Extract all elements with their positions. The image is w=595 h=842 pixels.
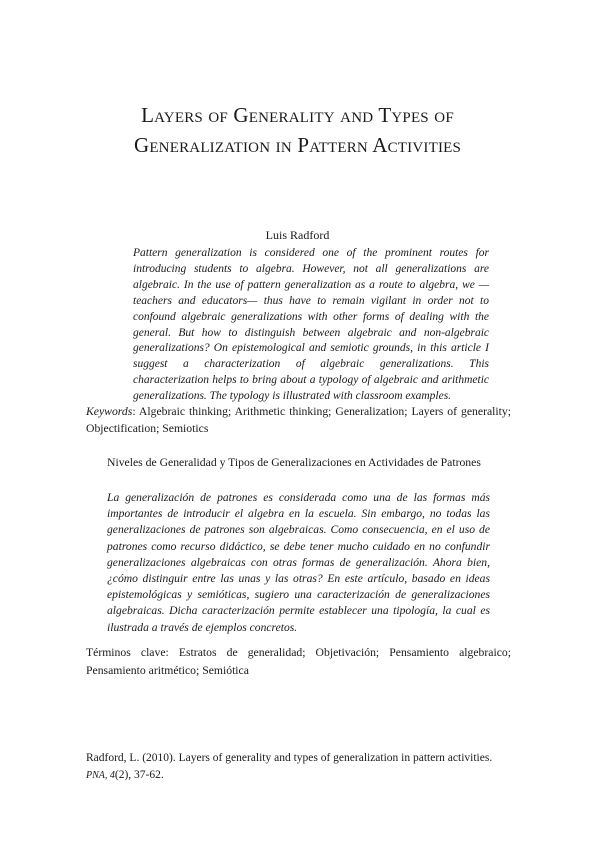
keywords-label: Keywords [86, 405, 133, 418]
paper-title [60, 100, 535, 160]
keywords-english [86, 404, 511, 437]
title-line-2: Generalization in Pattern Activities [133, 133, 462, 157]
author-name: Luis Radford [265, 228, 330, 242]
citation [86, 750, 526, 784]
spanish-title: Niveles de Generalidad y Tipos de Generalizaciones en Actividades de Patrones [107, 456, 481, 469]
abstract-english: Pattern generalization is considered one of the prominent routes for introducing students to algebra. However, not all generalizations are algebraic. In the use of pattern generalization as a route to algebra, we —teachers and educators— thus have to remain vigilant in order not to confound algebraic generalizations with other forms of dealing with the general. But how to distinguish between algebraic and non-algebraic generalizations? On epistemological and semiotic grounds, in this article I suggest a characterization of algebraic generalizations. This characterization helps to bring about a typology of algebraic and arithmetic generalizations. The typology is illustrated with classroom examples. [133, 247, 489, 403]
citation-text: Radford, L. (2010). Layers of generality and types of generalization in pattern activities. [86, 752, 493, 764]
title-line-1: Layers of Generality and Types of [141, 103, 454, 127]
abstract-spanish: La generalización de patrones es considerada como una de las formas más importantes de introducir el algebra en la escuela. Sin embargo, no todas las generalizaciones de patrones son algebraicas. Como consecuencia, en el uso de patrones como recurso didáctico, se debe tener mucho cuidado en no confundir generalizaciones algebraicas con otras formas de generalización. Ahora bien, ¿cómo distinguir entre las unas y las otras? En este artículo, basado en ideas epistemológicas y semióticas, sugiero una caracterización de generalizaciones algebraicas. Dicha caracterización permite establecer una tipología, la cual es ilustrada a través de ejemplos concretos. [107, 491, 490, 634]
citation-issue-pages: (2), 37-62. [114, 769, 164, 781]
keywords-list: : Algebraic thinking; Arithmetic thinking; Generalization; Layers of generality; Objectification; Semiotics [86, 405, 511, 435]
keywords-spanish: Términos clave: Estratos de generalidad; Objetivación; Pensamiento algebraico; Pensamiento aritmético; Semiótica [86, 646, 511, 677]
citation-journal: PNA, 4 [86, 770, 115, 781]
